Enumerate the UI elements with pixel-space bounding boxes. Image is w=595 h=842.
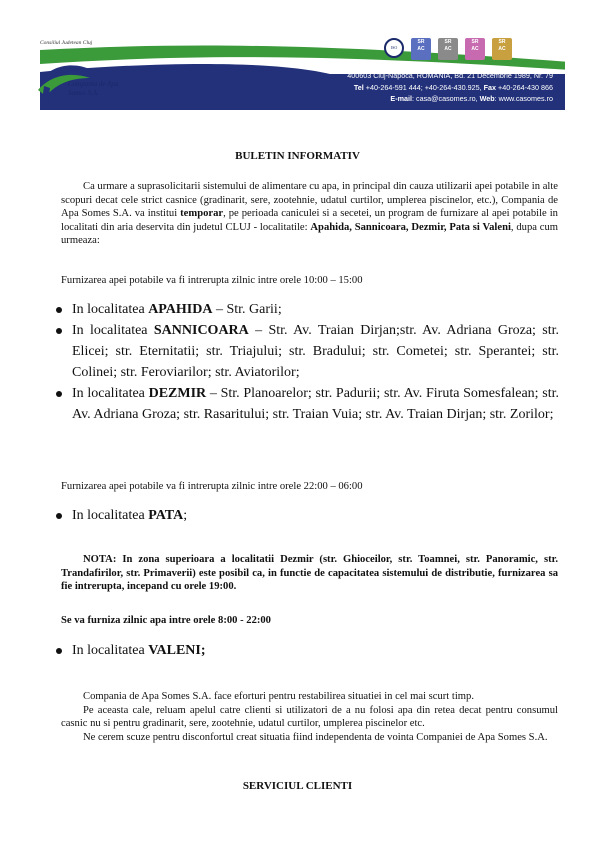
list-item: In localitatea DEZMIR – Str. Planoarelor; str. Padurii; str. Av. Firuta Somesfalean; str. Av. Adriana Groza; str. Rasaritului; str. Traian Vuia; str. Av. Traian Dirjan; str. Zorilor; <box>54 383 559 425</box>
email-link[interactable]: casa@casomes.ro, <box>416 94 478 103</box>
list-item: In localitatea VALENI; <box>54 640 559 661</box>
closing-paragraphs: Compania de Apa Somes S.A. face eforturi pentru restabilirea situatiei in cel mai scurt timp. Pe aceasta cale, reluam apelul catre clienti si utilizatori de a nu folosi apa din retea decat pentru consumul casnic nu si pentru gradinarit, sere, zootehnie, udatul curtilor, umplerea piscinelor etc. Ne cerem scuze pentru disconfortul creat situatia fiind independenta de vointa Companiei de Apa Somes S.A. <box>61 691 558 743</box>
bullet-icon <box>56 307 62 313</box>
list-item: In localitatea APAHIDA – Str. Garii; <box>54 299 559 320</box>
list-item: In localitatea PATA; <box>54 505 559 526</box>
schedule-heading-3: Se va furniza zilnic apa intre orele 8:00 - 22:00 <box>61 615 271 626</box>
certification-badge-icon: SR AC <box>492 38 512 60</box>
certification-badge-icon: SR AC <box>411 38 431 60</box>
address-line: 400603 Cluj-Napoca, ROMÂNIA, Bd. 21 Decembrie 1989, Nr. 79 <box>347 71 553 80</box>
signature-department: SERVICIUL CLIENTI <box>242 780 353 792</box>
bullet-icon <box>56 513 62 519</box>
council-name: Consiliul Judetean Cluj <box>40 40 93 46</box>
schedule-heading-1: Furnizarea apei potabile va fi intrerupta zilnic intre orele 10:00 – 15:00 <box>61 275 363 286</box>
document-title: BULETIN INFORMATIV <box>235 150 360 162</box>
email-web-line: E-mail: casa@casomes.ro, Web: www.casomes.ro <box>390 94 553 103</box>
certification-badge-icon: SR AC <box>465 38 485 60</box>
phone-fax-line: Tel +40-264-591 444; +40-264-430.925, Fax +40-264-430 866 <box>353 82 553 92</box>
contact-block <box>347 70 553 105</box>
letterhead <box>30 30 565 112</box>
certifications <box>384 38 512 60</box>
bullet-icon <box>56 391 62 397</box>
certification-seal-icon: ISO <box>384 38 404 58</box>
schedule-list-3 <box>54 640 559 661</box>
bullet-icon <box>56 328 62 334</box>
list-item: In localitatea SANNICOARA – Str. Av. Traian Dirjan;str. Av. Adriana Groza; str. Elicei; str. Eternitatii; str. Triajului; str. Bradului; str. Cometei; str. Sperantei; str. Colinei; str. Feroviarilor; str. Aviatorilor; <box>54 320 559 383</box>
certification-badge-icon: SR AC <box>438 38 458 60</box>
web-link[interactable]: www.casomes.ro <box>498 94 553 103</box>
company-logo-text: Compania de Apa Somes S.A. <box>68 80 119 97</box>
schedule-heading-2: Furnizarea apei potabile va fi intrerupta zilnic intre orele 22:00 – 06:00 <box>61 481 363 492</box>
intro-paragraph: Ca urmare a suprasolicitarii sistemului de alimentare cu apa, in principal din cauza utilizarii apei potabile in alte scopuri decat cele strict casnice (gradinarit, sere, zootehnie, udatul curtilor, umplerea piscinelor, etc.), Compania de Apa Somes S.A. va institui temporar, pe perioada caniculei si a secetei, un program de furnizare al apei potabile in localitati din aria deservita din judetul CLUJ - localitatile: Apahida, Sannicoara, Dezmir, Pata si Valeni, dupa cum urmeaza: <box>61 181 559 246</box>
bullet-icon <box>56 648 62 654</box>
schedule-list-2 <box>54 505 559 526</box>
note-paragraph: NOTA: In zona superioara a localitatii Dezmir (str. Ghioceilor, str. Toamnei, str. Panoramic, str. Trandafirilor, str. Primaverii) este posibil ca, in functie de capacitatea sistemului de distributie, furnizarea sa fie intrerupta, incepand cu orele 19:00. <box>61 554 558 592</box>
schedule-list-1 <box>54 299 559 425</box>
